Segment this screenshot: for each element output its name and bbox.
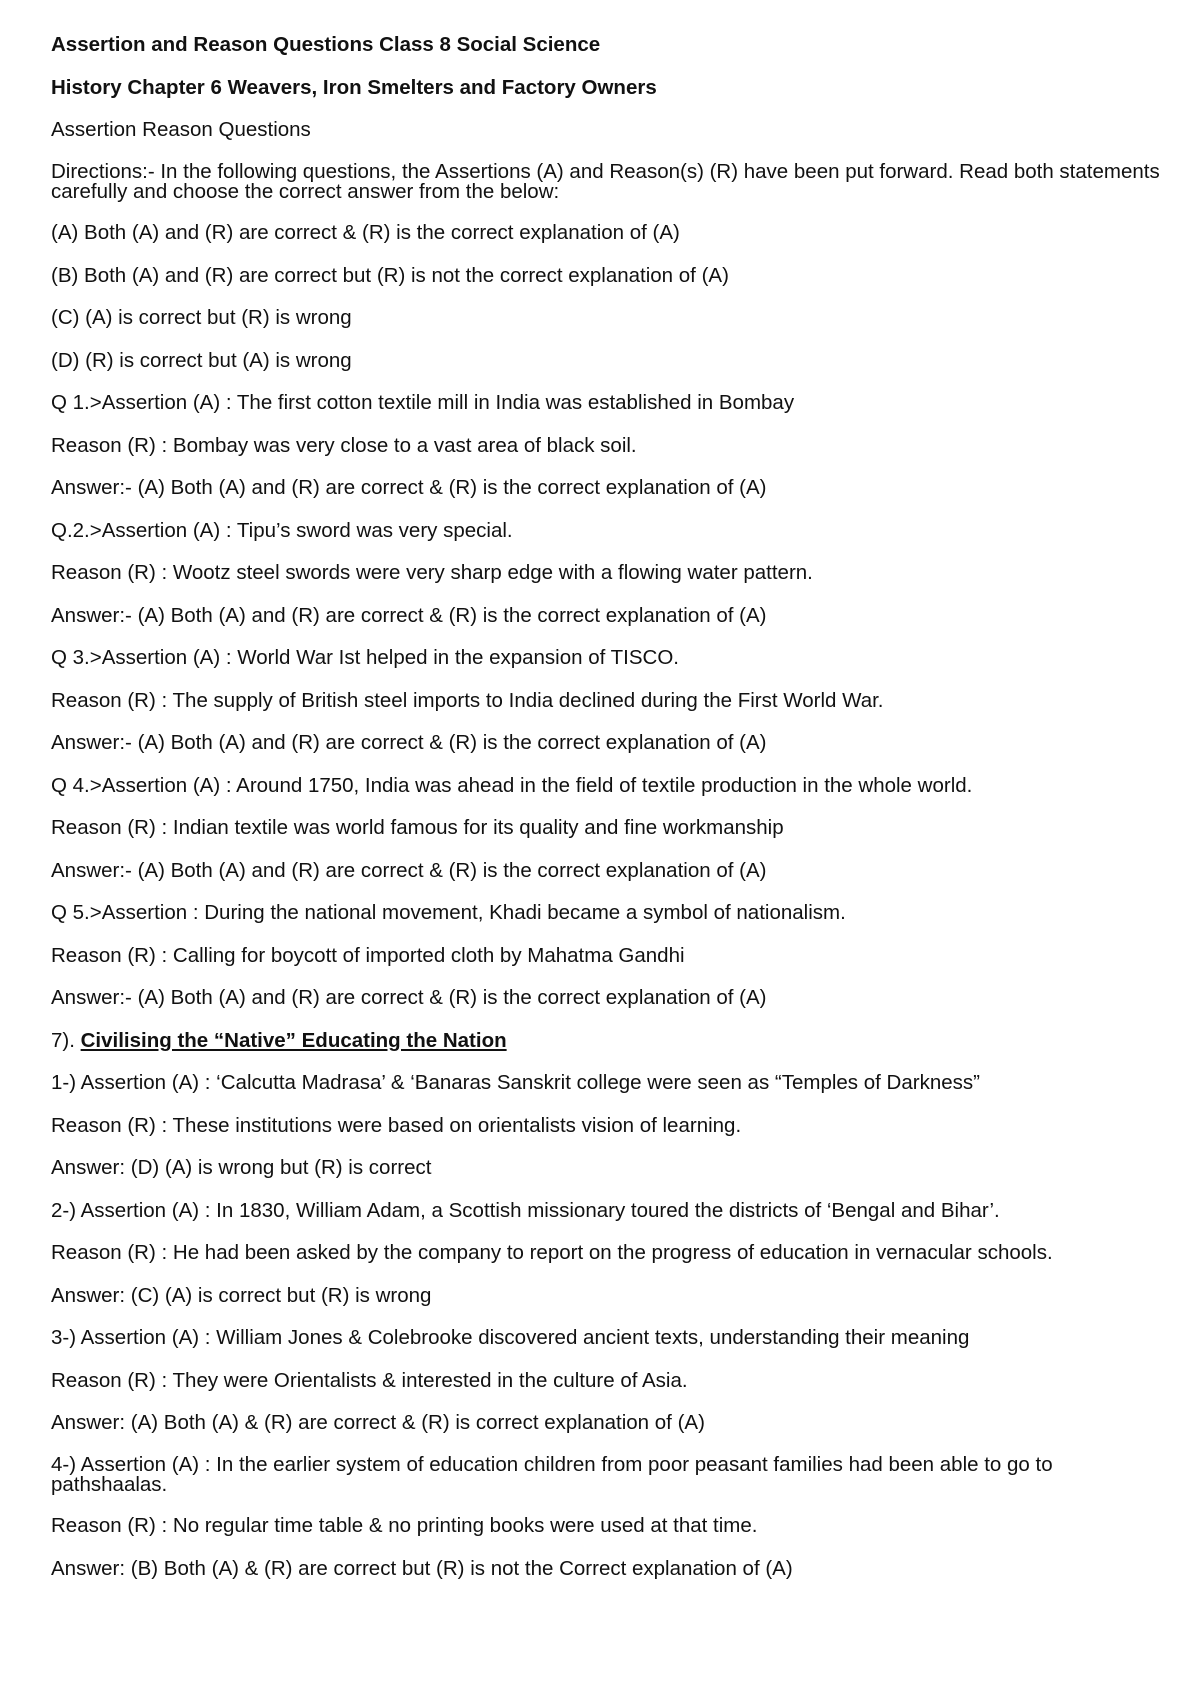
chapter-7-title: Civilising the “Native” Educating the Nation xyxy=(80,1028,507,1052)
ch6-q4-reason: Reason (R) : Indian textile was world famous for its quality and fine workmanship xyxy=(51,816,784,839)
ch6-q5-assertion: Q 5.>Assertion : During the national movement, Khadi became a symbol of nationalism. xyxy=(51,901,846,924)
ch7-q4-reason: Reason (R) : No regular time table & no printing books were used at that time. xyxy=(51,1514,758,1537)
ch6-q4-answer: Answer:- (A) Both (A) and (R) are correct & (R) is the correct explanation of (A) xyxy=(51,858,767,882)
ch6-q2-reason: Reason (R) : Wootz steel swords were very sharp edge with a flowing water pattern. xyxy=(51,561,813,584)
ch6-q2-assertion: Q.2.>Assertion (A) : Tipu’s sword was very special. xyxy=(51,518,513,542)
ch6-q3-assertion: Q 3.>Assertion (A) : World War Ist helped in the expansion of TISCO. xyxy=(51,646,679,669)
chapter-6-heading: History Chapter 6 Weavers, Iron Smelters and Factory Owners xyxy=(51,75,657,99)
ch6-q1-assertion: Q 1.>Assertion (A) : The first cotton textile mill in India was established in Bombay xyxy=(51,391,795,414)
ch6-q4-assertion: Q 4.>Assertion (A) : Around 1750, India was ahead in the field of textile production in the whole world. xyxy=(51,773,973,797)
option-d: (D) (R) is correct but (A) is wrong xyxy=(51,348,352,372)
ch7-q2-reason: Reason (R) : He had been asked by the company to report on the progress of education in vernacular schools. xyxy=(51,1241,1053,1264)
ch6-q3-reason: Reason (R) : The supply of British steel imports to India declined during the First World War. xyxy=(51,688,884,712)
ch6-q1-answer: Answer:- (A) Both (A) and (R) are correct & (R) is the correct explanation of (A) xyxy=(51,476,767,499)
ch7-q3-assertion: 3-) Assertion (A) : William Jones & Colebrooke discovered ancient texts, understanding their meaning xyxy=(51,1326,970,1349)
ch6-q5-answer: Answer:- (A) Both (A) and (R) are correct & (R) is the correct explanation of (A) xyxy=(51,986,767,1009)
ch7-q1-answer: Answer: (D) (A) is wrong but (R) is correct xyxy=(51,1156,432,1179)
ch7-q2-answer: Answer: (C) (A) is correct but (R) is wrong xyxy=(51,1283,432,1307)
ch7-q3-answer: Answer: (A) Both (A) & (R) are correct & (R) is correct explanation of (A) xyxy=(51,1411,705,1434)
ch7-q3-reason: Reason (R) : They were Orientalists & interested in the culture of Asia. xyxy=(51,1368,688,1392)
ch6-q1-reason: Reason (R) : Bombay was very close to a vast area of black soil. xyxy=(51,433,637,457)
document-title: Assertion and Reason Questions Class 8 Social Science xyxy=(51,33,601,56)
ch7-q1-assertion: 1-) Assertion (A) : ‘Calcutta Madrasa’ & ‘Banaras Sanskrit college were seen as “Temples of Darkness” xyxy=(51,1071,980,1094)
ch6-q3-answer: Answer:- (A) Both (A) and (R) are correct & (R) is the correct explanation of (A) xyxy=(51,731,767,754)
chapter-7-number: 7). xyxy=(51,1028,81,1052)
ch7-q4-assertion: 4-) Assertion (A) : In the earlier system of education children from poor peasant families had been able to go to pathshaalas. xyxy=(51,1452,1053,1496)
ch6-q2-answer: Answer:- (A) Both (A) and (R) are correct & (R) is the correct explanation of (A) xyxy=(51,603,767,627)
ch7-q4-answer: Answer: (B) Both (A) & (R) are correct but (R) is not the Correct explanation of (A) xyxy=(51,1556,793,1580)
ch7-q2-assertion: 2-) Assertion (A) : In 1830, William Adam, a Scottish missionary toured the districts of ‘Bengal and Bihar’. xyxy=(51,1198,1000,1222)
chapter-7-heading xyxy=(51,1030,1160,1052)
option-c: (C) (A) is correct but (R) is wrong xyxy=(51,306,352,329)
ch7-q1-reason: Reason (R) : These institutions were based on orientalists vision of learning. xyxy=(51,1113,742,1137)
section-label: Assertion Reason Questions xyxy=(51,118,311,141)
ch6-q5-reason: Reason (R) : Calling for boycott of imported cloth by Mahatma Gandhi xyxy=(51,943,685,967)
option-b: (B) Both (A) and (R) are correct but (R) is not the correct explanation of (A) xyxy=(51,263,729,287)
directions-text: Directions:- In the following questions, the Assertions (A) and Reason(s) (R) have been put forward. Read both statements carefully and choose the correct answer from the below: xyxy=(51,159,1160,203)
option-a: (A) Both (A) and (R) are correct & (R) is the correct explanation of (A) xyxy=(51,221,680,244)
